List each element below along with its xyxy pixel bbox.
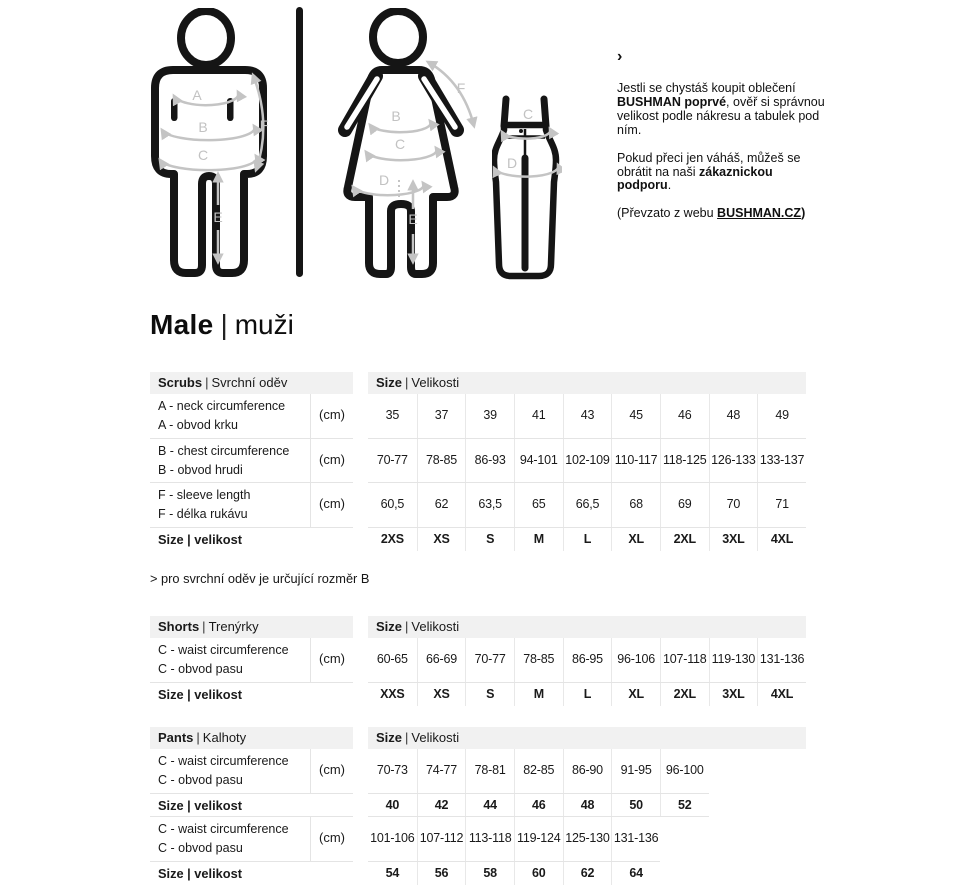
intro-p2-text: Pokud přeci jen váháš, můžeš se obrátit na naši	[617, 151, 800, 179]
unit-cell: (cm)	[310, 394, 353, 438]
value-cell: 78-81	[465, 749, 514, 793]
value-cell: 66-69	[417, 638, 466, 682]
value-cell: 110-117	[611, 439, 660, 483]
value-cell: 102-109	[563, 439, 612, 483]
title-separator: |	[402, 375, 411, 390]
value-cell: 66,5	[563, 483, 612, 527]
table-title-cz: Svrchní oděv	[211, 375, 287, 390]
value-cell: 35	[368, 394, 417, 438]
measure-label-c: C	[395, 136, 405, 152]
value-cell: 78-85	[514, 638, 563, 682]
label-cz: F - délka rukávu	[158, 505, 310, 524]
label-cz: C - obvod pasu	[158, 839, 310, 858]
size-cell: 4XL	[757, 528, 806, 552]
intro-p2-rest: .	[668, 178, 671, 192]
size-cell: 50	[611, 794, 660, 817]
value-cell: 82-85	[514, 749, 563, 793]
value-cell: 119-130	[709, 638, 758, 682]
chevron-right-icon: ›	[617, 50, 825, 64]
size-cell: XL	[611, 683, 660, 707]
unit-cell: (cm)	[310, 749, 353, 793]
female-head	[373, 11, 423, 63]
unit-cell: (cm)	[310, 638, 353, 682]
male-figure-diagram	[150, 8, 274, 280]
values-row-sleeve	[368, 483, 806, 528]
male-head	[181, 11, 231, 65]
measure-label-c: C	[198, 147, 208, 163]
page-title-czech: muži	[235, 309, 294, 340]
size-cell: 2XS	[368, 528, 417, 552]
size-cell: S	[465, 683, 514, 707]
size-row-label-2: Size | velikost	[150, 862, 353, 885]
size-header-en: Size	[376, 619, 402, 634]
value-cell: 70-77	[465, 638, 514, 682]
values-row-waist-2	[368, 817, 660, 862]
value-cell: 60,5	[368, 483, 417, 527]
intro-p2-bold: zákaznickou podporu	[617, 165, 773, 193]
title-separator: |	[402, 619, 411, 634]
size-cell: S	[465, 528, 514, 552]
label-en: C - waist circumference	[158, 752, 310, 771]
intro-p1-rest: , ověř si správnou velikost podle nákresu a tabulek pod ním.	[617, 95, 825, 137]
value-cell: 101-106	[368, 817, 417, 861]
value-cell: 91-95	[611, 749, 660, 793]
value-cell: 41	[514, 394, 563, 438]
size-cell: 4XL	[757, 683, 806, 707]
table-title-en: Pants	[158, 730, 193, 745]
row-label-neck	[150, 394, 353, 439]
size-row-label: Size | velikost	[150, 683, 353, 707]
size-cell: 48	[563, 794, 612, 817]
measure-label-e: E	[213, 209, 222, 225]
size-cell: 62	[563, 862, 612, 885]
measure-label-d: D	[507, 155, 517, 171]
value-cell: 70-77	[368, 439, 417, 483]
size-header	[368, 616, 806, 638]
label-cz: A - obvod krku	[158, 416, 310, 435]
size-cell: 44	[465, 794, 514, 817]
overalls-button	[519, 129, 523, 133]
value-cell: 39	[465, 394, 514, 438]
value-cell: 63,5	[465, 483, 514, 527]
size-header-cz: Velikosti	[411, 619, 459, 634]
intro-p3-rest: )	[801, 206, 805, 220]
size-cell: XL	[611, 528, 660, 552]
label-en: A - neck circumference	[158, 397, 310, 416]
label-en: F - sleeve length	[158, 486, 310, 505]
overalls-figure-diagram	[492, 94, 562, 286]
table-title-en: Shorts	[158, 619, 199, 634]
size-header-en: Size	[376, 730, 402, 745]
intro-p3-text: (Převzato z webu	[617, 206, 717, 220]
shorts-size-table	[150, 616, 806, 706]
size-cell: XS	[417, 683, 466, 707]
row-label-waist-1	[150, 749, 353, 794]
values-row-chest	[368, 439, 806, 484]
value-cell: 49	[757, 394, 806, 438]
title-separator: |	[402, 730, 411, 745]
value-cell: 48	[709, 394, 758, 438]
unit-cell: (cm)	[310, 483, 353, 527]
value-cell: 45	[611, 394, 660, 438]
size-cell: 52	[660, 794, 709, 817]
value-cell: 60-65	[368, 638, 417, 682]
value-cell: 37	[417, 394, 466, 438]
value-cell: 86-90	[563, 749, 612, 793]
value-cell: 68	[611, 483, 660, 527]
value-cell: 113-118	[465, 817, 514, 861]
value-cell: 131-136	[611, 817, 660, 861]
pants-size-table	[150, 727, 806, 885]
row-label-chest	[150, 439, 353, 484]
value-cell: 78-85	[417, 439, 466, 483]
measure-label-c: C	[523, 106, 533, 122]
size-header-cz: Velikosti	[411, 375, 459, 390]
sizes-row-1	[368, 794, 709, 818]
value-cell: 86-95	[563, 638, 612, 682]
measure-label-e: E	[408, 211, 417, 227]
scrubs-note: > pro svrchní oděv je určující rozměr B	[150, 571, 369, 586]
size-cell: L	[563, 528, 612, 552]
size-cell: 3XL	[709, 683, 758, 707]
value-cell: 65	[514, 483, 563, 527]
size-cell: M	[514, 683, 563, 707]
value-cell: 96-106	[611, 638, 660, 682]
size-cell: XXS	[368, 683, 417, 707]
row-label-waist-2	[150, 817, 353, 862]
title-separator: |	[202, 375, 211, 390]
measure-label-b: B	[391, 108, 400, 124]
page-title-english: Male	[150, 309, 213, 340]
size-cell: XS	[417, 528, 466, 552]
label-en: C - waist circumference	[158, 641, 310, 660]
measure-label-a: A	[192, 87, 202, 103]
size-cell: 46	[514, 794, 563, 817]
values-row-waist-1	[368, 749, 709, 794]
value-cell: 94-101	[514, 439, 563, 483]
value-cell: 96-100	[660, 749, 709, 793]
unit-cell: (cm)	[310, 439, 353, 483]
measure-label-d: D	[379, 172, 389, 188]
value-cell: 70	[709, 483, 758, 527]
value-cell: 62	[417, 483, 466, 527]
pants-table-title	[150, 727, 353, 749]
bushman-cz-link[interactable]: BUSHMAN.CZ	[717, 206, 801, 220]
intro-p1-text: Jestli se chystáš koupit oblečení	[617, 81, 796, 95]
size-cell: 40	[368, 794, 417, 817]
title-separator: |	[199, 619, 208, 634]
sizes-row	[368, 683, 806, 707]
row-label-sleeve	[150, 483, 353, 528]
size-cell: 2XL	[660, 683, 709, 707]
value-cell: 107-118	[660, 638, 709, 682]
scrubs-table-title	[150, 372, 353, 394]
size-header	[368, 727, 806, 749]
scrubs-size-table	[150, 372, 806, 551]
label-en: C - waist circumference	[158, 820, 310, 839]
value-cell: 86-93	[465, 439, 514, 483]
table-title-en: Scrubs	[158, 375, 202, 390]
measure-label-f: F	[457, 80, 466, 96]
size-cell: 56	[417, 862, 466, 885]
value-cell: 125-130	[563, 817, 612, 861]
value-cell: 70-73	[368, 749, 417, 793]
size-cell: 54	[368, 862, 417, 885]
male-left-hand	[171, 98, 178, 121]
size-cell: 60	[514, 862, 563, 885]
values-row-waist	[368, 638, 806, 683]
page-title	[150, 309, 294, 341]
intro-p1-bold: BUSHMAN poprvé	[617, 95, 726, 109]
value-cell: 74-77	[417, 749, 466, 793]
value-cell: 71	[757, 483, 806, 527]
value-cell: 118-125	[660, 439, 709, 483]
size-cell: M	[514, 528, 563, 552]
size-cell: 58	[465, 862, 514, 885]
value-cell: 126-133	[709, 439, 758, 483]
measure-label-b: B	[198, 119, 207, 135]
value-cell: 119-124	[514, 817, 563, 861]
size-cell: 64	[611, 862, 660, 885]
intro-text-block	[617, 50, 825, 235]
value-cell: 131-136	[757, 638, 806, 682]
label-cz: B - obvod hrudi	[158, 461, 310, 480]
value-cell: 133-137	[757, 439, 806, 483]
title-separator: |	[193, 730, 202, 745]
intro-paragraph-1	[617, 82, 825, 138]
table-title-cz: Trenýrky	[209, 619, 259, 634]
intro-paragraph-3	[617, 207, 825, 221]
label-en: B - chest circumference	[158, 442, 310, 461]
values-row-neck	[368, 394, 806, 439]
intro-paragraph-2	[617, 152, 825, 194]
unit-cell: (cm)	[310, 817, 353, 861]
table-title-cz: Kalhoty	[203, 730, 246, 745]
title-separator: |	[220, 309, 227, 340]
size-header-cz: Velikosti	[411, 730, 459, 745]
sizes-row	[368, 528, 806, 552]
size-row-label: Size | velikost	[150, 528, 353, 552]
size-header	[368, 372, 806, 394]
size-cell: 42	[417, 794, 466, 817]
size-cell: 3XL	[709, 528, 758, 552]
size-cell: 2XL	[660, 528, 709, 552]
value-cell: 46	[660, 394, 709, 438]
size-cell: L	[563, 683, 612, 707]
value-cell: 43	[563, 394, 612, 438]
value-cell: 107-112	[417, 817, 466, 861]
label-cz: C - obvod pasu	[158, 771, 310, 790]
value-cell: 69	[660, 483, 709, 527]
size-row-label-1: Size | velikost	[150, 794, 353, 818]
measure-label-f: F	[260, 117, 269, 133]
row-label-waist	[150, 638, 353, 683]
size-header-en: Size	[376, 375, 402, 390]
label-cz: C - obvod pasu	[158, 660, 310, 679]
sizes-row-2	[368, 862, 660, 885]
shorts-table-title	[150, 616, 353, 638]
figure-divider-line	[296, 7, 303, 277]
female-figure-diagram	[330, 8, 482, 280]
